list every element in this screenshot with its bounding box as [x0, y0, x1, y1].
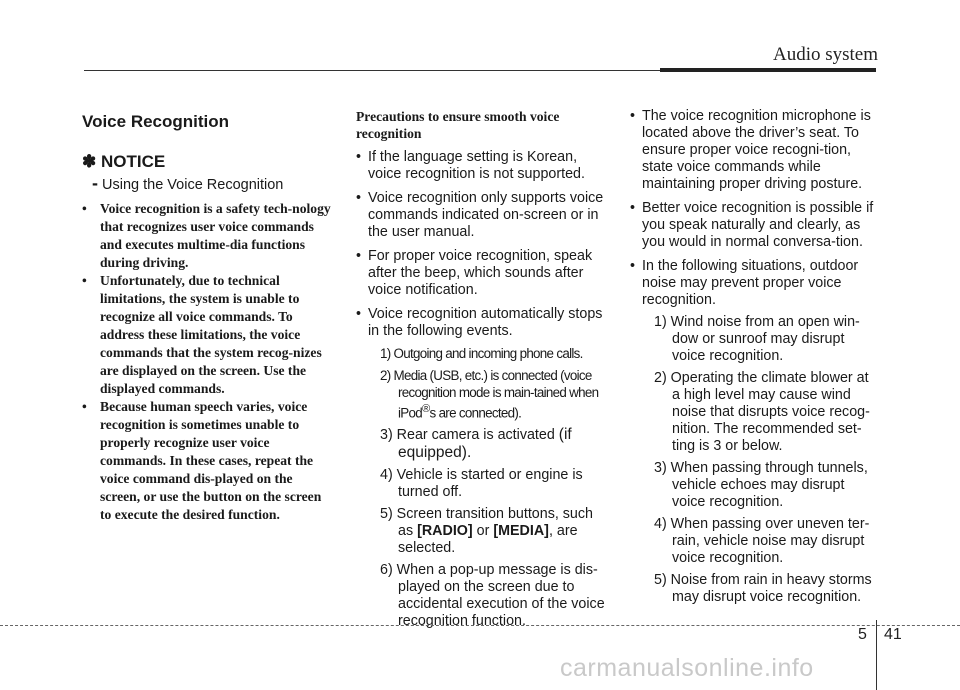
header-title: Audio system — [772, 44, 878, 65]
list-item: • Better voice recognition is possible if you speak naturally and clearly, as you would in normal conversa-tion. — [630, 200, 874, 250]
precautions-title: Precautions to ensure smooth voice recognition — [356, 109, 560, 141]
event-item: 6) When a pop-up message is dis-played on the screen due to accidental execution of the voice recognition function. — [380, 562, 605, 630]
list-item: • If the language setting is Korean, voice recognition is not supported. — [356, 149, 585, 182]
bullet-icon: • — [82, 273, 87, 288]
precautions-list — [356, 149, 606, 630]
situation-item: 2) Operating the climate blower at a high level may cause wind noise that disrupts voice recog-nition. The recommended set-ting is 3 or below. — [654, 370, 870, 454]
bullet-icon: • — [630, 258, 636, 274]
middle-column — [356, 108, 606, 637]
situation-item: 1) Wind noise from an open win-dow or sunroof may disrupt voice recognition. — [654, 314, 860, 364]
watermark: carmanualsonline.info — [560, 654, 814, 682]
notice-heading — [82, 152, 332, 172]
bullet-icon: • — [82, 399, 87, 414]
event-item: 4) Vehicle is started or engine is turned off. — [380, 467, 583, 501]
list-item: • Voice recognition only supports voice commands indicated on-screen or in the user manual. — [356, 190, 604, 240]
list-item: • Voice recognition automatically stops in the following events. 1) Outgoing and incoming phone calls. 2) Media (USB, etc.) is connected (voice recognition mode is main-tained when iPod®s are connected). 3) Rear camera is activated (if equipped). 4) Vehicle is started or engine is turned off. 5) Screen transition buttons, such as [RADIO] or [MEDIA], are selected. 6) When a pop-up message is dis-played on the screen due to accidental execution of the voice recognition function. — [356, 306, 605, 630]
situations-list — [642, 314, 880, 606]
situation-item: 4) When passing over uneven ter-rain, vehicle noise may disrupt voice recognition. — [654, 516, 870, 566]
list-item: • For proper voice recognition, speak after the beep, which sounds after voice notification. — [356, 248, 593, 298]
list-item: • Because human speech varies, voice recognition is sometimes unable to properly recognize user voice commands. In these cases, repeat the voice command dis-played on the screen, or use the button on the screen to execute the desired function. — [82, 399, 322, 522]
footer-rule — [0, 625, 960, 626]
bullet-icon: • — [356, 149, 362, 165]
dash-icon: - — [92, 173, 98, 193]
page-number: 41 — [884, 626, 902, 643]
bullet-icon: • — [356, 190, 362, 206]
list-item: • Voice recognition is a safety tech-nology that recognizes user voice commands and executes multime-dia functions during driving. — [82, 201, 331, 270]
bullet-icon: • — [356, 306, 362, 322]
notice-label: NOTICE — [100, 152, 166, 171]
situation-item: 3) When passing through tunnels, vehicle echoes may disrupt voice recognition. — [654, 460, 868, 510]
list-item: • In the following situations, outdoor noise may prevent proper voice recognition. 1) Wind noise from an open win-dow or sunroof may disrupt voice recognition. 2) Operating the climate blower at a high level may cause wind noise that disrupts voice recog-nition. The recommended set-ting is 3 or below. 3) When passing through tunnels, vehicle echoes may disrupt voice recognition. 4) When passing over uneven ter-rain, vehicle noise may disrupt voice recognition. 5) Noise from rain in heavy storms may disrupt voice recognition. — [630, 258, 880, 606]
list-item: • Unfortunately, due to technical limitations, the system is unable to recognize all voice commands. To address these limitations, the voice commands that the system recog-nizes are displayed on the screen. Use the displayed commands. — [82, 273, 322, 396]
left-column — [82, 108, 332, 524]
notice-list — [82, 200, 332, 524]
events-list — [368, 345, 606, 630]
tips-list — [630, 108, 880, 606]
event-item: 5) Screen transition buttons, such as [RADIO] or [MEDIA], are selected. — [380, 506, 593, 557]
bullet-icon: • — [630, 108, 636, 124]
list-item: • The voice recognition microphone is located above the driver’s seat. To ensure proper voice recogni-tion, state voice commands while maintaining proper driving posture. — [630, 108, 871, 192]
notice-subtitle: - Using the Voice Recognition — [92, 173, 284, 193]
situation-item: 5) Noise from rain in heavy storms may disrupt voice recognition. — [654, 572, 872, 605]
right-column — [630, 108, 880, 613]
notice-icon: ✽ — [82, 152, 97, 171]
page-number-divider — [876, 620, 877, 690]
event-item: 3) Rear camera is activated (if equipped). — [380, 426, 572, 462]
section-title: Voice Recognition — [82, 112, 230, 131]
bullet-icon: • — [630, 200, 636, 216]
event-item: 1) Outgoing and incoming phone calls. — [380, 346, 583, 361]
header-rule-accent — [660, 68, 876, 72]
event-item: 2) Media (USB, etc.) is connected (voice recognition mode is main-tained when iPod®s are connected). — [380, 368, 599, 421]
bullet-icon: • — [82, 201, 87, 216]
chapter-number: 5 — [858, 626, 867, 643]
bullet-icon: • — [356, 248, 362, 264]
